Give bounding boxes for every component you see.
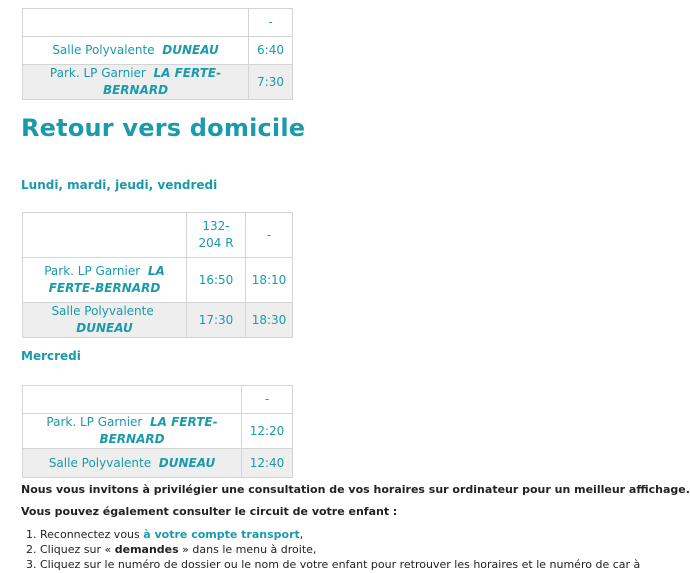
time-cell: 17:30 (187, 303, 246, 338)
stop-city: DUNEAU (158, 455, 216, 470)
time-cell: 18:30 (246, 303, 293, 338)
time-cell: 6:40 (249, 37, 293, 65)
step-text: , (299, 528, 304, 541)
stop-city: DUNEAU (162, 43, 219, 57)
stop-cell (23, 414, 242, 449)
aller-schedule-table (22, 8, 293, 100)
table-row (23, 213, 293, 258)
table-row (23, 303, 293, 338)
account-link[interactable]: à votre compte transport (143, 528, 300, 541)
stop-name: Salle Polyvalente (48, 455, 152, 470)
table-row (23, 9, 293, 37)
info-paragraph-circuit: Vous pouvez également consulter le circuit de votre enfant : (21, 505, 398, 518)
time-cell: 18:10 (246, 258, 293, 303)
stop-cell (23, 386, 242, 414)
table-row (23, 65, 293, 100)
list-item (40, 527, 600, 542)
header-cell: - (246, 213, 293, 258)
stop-city: DUNEAU (76, 321, 133, 335)
stop-cell (23, 9, 249, 37)
stop-cell (23, 258, 187, 303)
step-text: Reconnectez vous (40, 528, 144, 541)
time-cell: 7:30 (249, 65, 293, 100)
time-cell: 12:40 (242, 449, 293, 478)
retour-lundi-schedule-table (22, 212, 293, 338)
header-cell: - (242, 386, 293, 414)
table-row (23, 386, 293, 414)
stop-cell (23, 303, 187, 338)
stop-cell (23, 213, 187, 258)
stop-city: LA FERTE-BERNARD (102, 66, 222, 97)
stop-city: LA FERTE-BERNARD (48, 264, 165, 295)
instructions-list (21, 527, 641, 572)
header-cell: 132-204 R (187, 213, 246, 258)
table-row (23, 449, 293, 478)
stop-name: Salle Polyvalente (51, 304, 154, 318)
table-row (23, 37, 293, 65)
list-item (40, 557, 641, 572)
day-label-mercredi: Mercredi (21, 349, 81, 363)
stop-city: LA FERTE-BERNARD (99, 415, 218, 446)
table-row (23, 414, 293, 449)
stop-name: Park. LP Garnier (44, 264, 141, 278)
stop-cell (23, 449, 242, 478)
stop-name: Park. LP Garnier (46, 415, 143, 429)
list-item (40, 542, 600, 557)
menu-term: demandes (114, 543, 179, 556)
step-text: Cliquez sur le numéro de dossier ou le nom de votre enfant pour retrouver les horaires et le numéro de car à (40, 558, 641, 571)
step-text: » dans le menu à droite, (178, 543, 317, 556)
stop-cell (23, 37, 249, 65)
retour-mercredi-schedule-table (22, 385, 293, 478)
stop-name: Salle Polyvalente (52, 43, 155, 57)
table-row (23, 258, 293, 303)
stop-cell (23, 65, 249, 100)
step-text: Cliquez sur « (40, 543, 115, 556)
info-paragraph-computer: Nous vous invitons à privilégier une consultation de vos horaires sur ordinateur pour un meilleur affichage. (21, 483, 690, 496)
stop-name: Park. LP Garnier (49, 66, 146, 80)
time-cell: 16:50 (187, 258, 246, 303)
time-cell: - (249, 9, 293, 37)
time-cell: 12:20 (242, 414, 293, 449)
day-label-lundi: Lundi, mardi, jeudi, vendredi (21, 178, 218, 192)
section-title-retour: Retour vers domicile (21, 114, 306, 142)
